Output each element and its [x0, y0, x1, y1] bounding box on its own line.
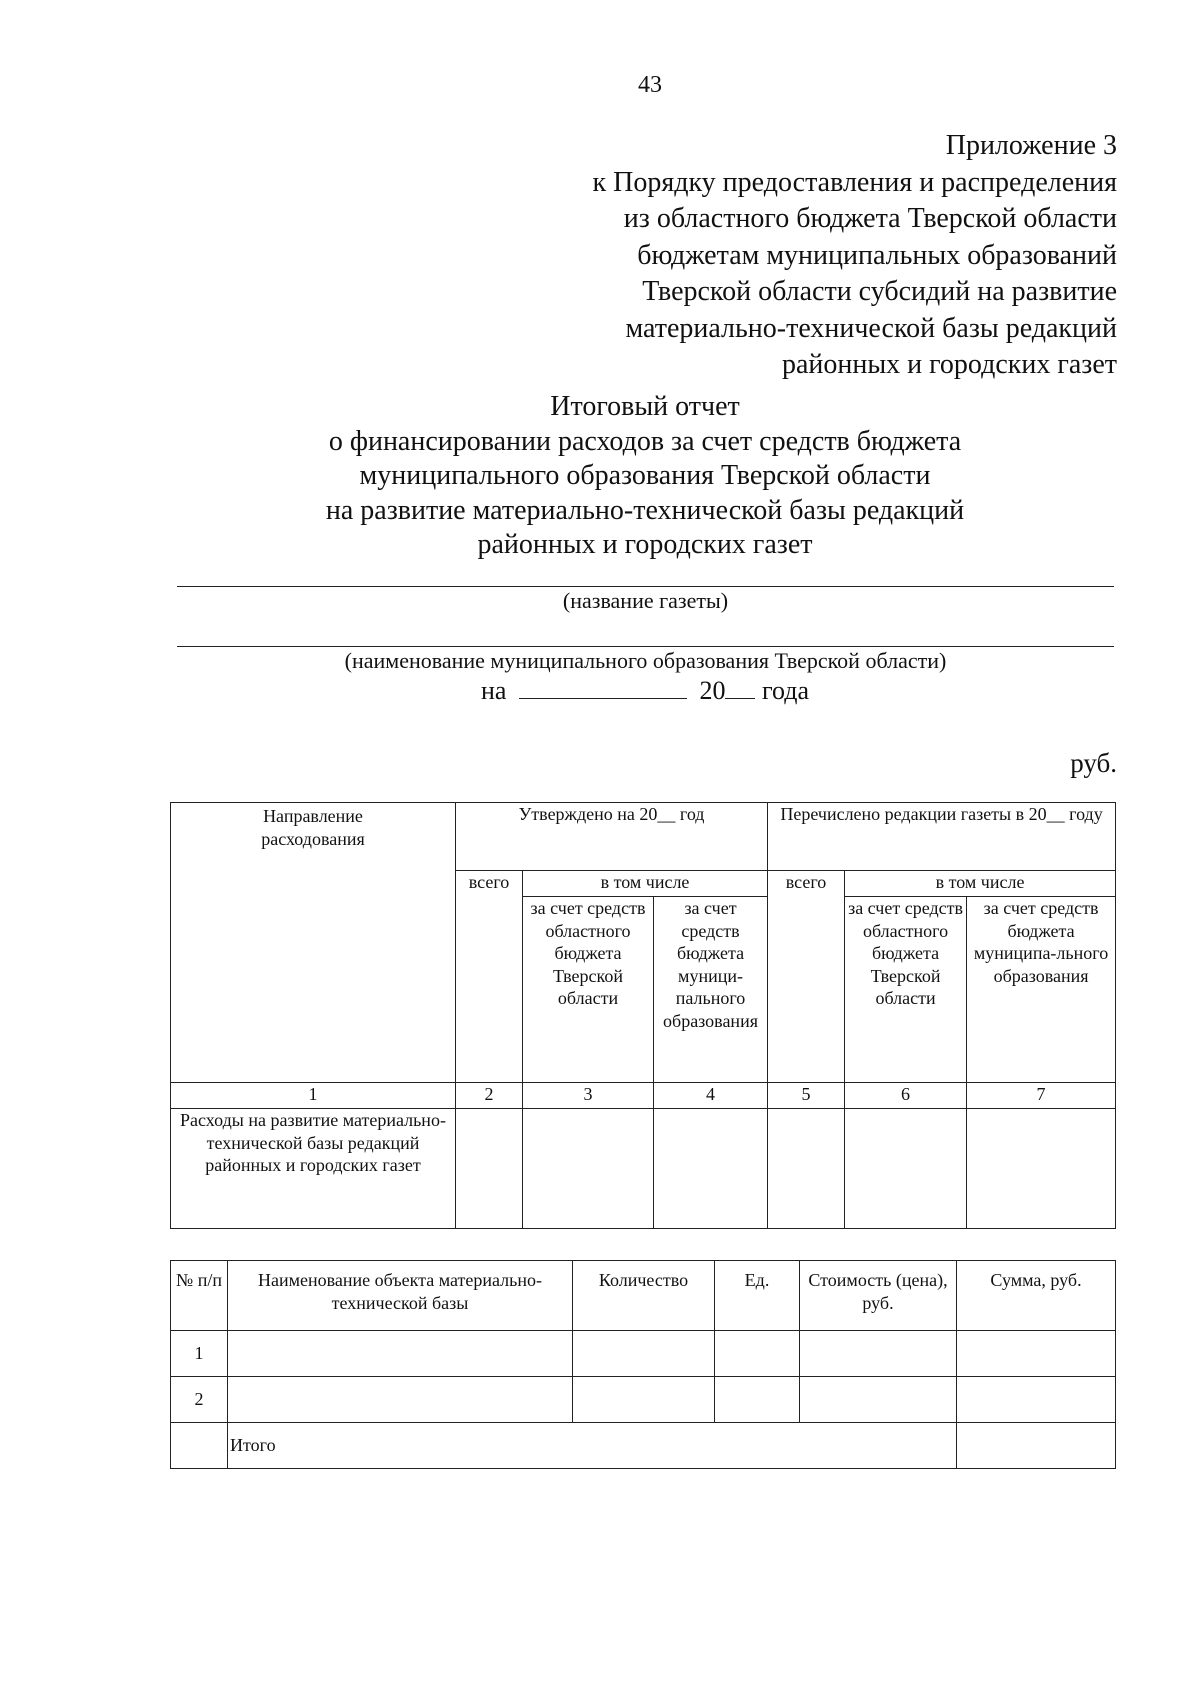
period-year: 20	[699, 676, 726, 705]
row-number: 1	[171, 1331, 228, 1377]
header-total-approved: всего	[456, 871, 523, 1083]
cell-municipal-approved[interactable]	[654, 1109, 768, 1229]
total-label: Итого	[228, 1423, 957, 1469]
cell-sum[interactable]	[957, 1377, 1116, 1423]
appendix-line: материально-технической базы редакций	[625, 312, 1117, 344]
cell-total-approved[interactable]	[456, 1109, 523, 1229]
period-date-blank[interactable]	[519, 674, 687, 699]
column-number: 4	[654, 1083, 768, 1109]
cell-unit[interactable]	[715, 1331, 800, 1377]
cell-municipal-transferred[interactable]	[967, 1109, 1116, 1229]
assets-table	[170, 1260, 1116, 1469]
cell-object-name[interactable]	[228, 1377, 573, 1423]
title-line: на развитие материально-технической базы редакций	[325, 494, 965, 526]
cell-regional-approved[interactable]	[523, 1109, 654, 1229]
appendix-header	[593, 128, 1117, 384]
cell-total-sum[interactable]	[957, 1423, 1116, 1469]
appendix-line: Приложение 3	[945, 130, 1117, 161]
report-title	[170, 390, 1120, 563]
expenses-table	[170, 802, 1116, 1229]
column-number: 2	[456, 1083, 523, 1109]
header-total-transferred: всего	[768, 871, 845, 1083]
header-regional-budget-approved: за счет средств областного бюджета Тверской области	[523, 897, 654, 1083]
title-line: районных и городских газет	[477, 529, 813, 560]
currency-units: руб.	[1070, 748, 1117, 778]
cell-price[interactable]	[800, 1331, 957, 1377]
header-transferred: Перечислено редакции газеты в 20__ году	[768, 803, 1116, 871]
header-municipal-budget-transferred: за счет средств бюджета муниципа-льного образования	[967, 897, 1116, 1083]
appendix-line: районных и городских газет	[781, 349, 1117, 380]
header-regional-budget-transferred: за счет средств областного бюджета Тверской области	[845, 897, 967, 1083]
page-number: 43	[638, 72, 662, 98]
header-sum: Сумма, руб.	[957, 1261, 1116, 1331]
appendix-line: бюджетам муниципальных образований	[637, 239, 1117, 271]
column-number: 5	[768, 1083, 845, 1109]
title-line: о финансировании расходов за счет средств бюджета	[328, 425, 962, 457]
report-period	[170, 674, 1120, 706]
header-number: № п/п	[171, 1261, 228, 1331]
cell-quantity[interactable]	[573, 1377, 715, 1423]
cell-unit[interactable]	[715, 1377, 800, 1423]
header-direction: Направление расходования	[171, 803, 456, 1083]
row-number: 2	[171, 1377, 228, 1423]
municipality-name-caption: (наименование муниципального образования Тверской области)	[344, 648, 947, 673]
cell-total-transferred[interactable]	[768, 1109, 845, 1229]
column-number: 7	[967, 1083, 1116, 1109]
header-quantity: Количество	[573, 1261, 715, 1331]
newspaper-name-caption: (название газеты)	[562, 588, 729, 613]
header-unit: Ед.	[715, 1261, 800, 1331]
header-municipal-budget-approved: за счет средств бюджета муници-пального образования	[654, 897, 768, 1083]
header-including-transferred: в том числе	[845, 871, 1116, 897]
appendix-line: Тверской области субсидий на развитие	[642, 276, 1117, 307]
period-suffix: года	[761, 676, 809, 705]
period-prefix: на	[480, 676, 507, 705]
title-line: муниципального образования Тверской области	[359, 460, 931, 491]
row-label-expenses: Расходы на развитие материально-технической базы редакций районных и городских газет	[171, 1109, 456, 1229]
header-price: Стоимость (цена), руб.	[800, 1261, 957, 1331]
appendix-line: из областного бюджета Тверской области	[623, 203, 1117, 234]
cell-regional-transferred[interactable]	[845, 1109, 967, 1229]
column-number: 3	[523, 1083, 654, 1109]
column-number: 6	[845, 1083, 967, 1109]
cell-quantity[interactable]	[573, 1331, 715, 1377]
municipality-name-line[interactable]	[177, 646, 1114, 647]
newspaper-name-line[interactable]	[177, 586, 1114, 587]
title-line: Итоговый отчет	[550, 391, 740, 422]
cell-sum[interactable]	[957, 1331, 1116, 1377]
total-number-cell	[171, 1423, 228, 1469]
header-object-name: Наименование объекта материально-технической базы	[228, 1261, 573, 1331]
cell-price[interactable]	[800, 1377, 957, 1423]
column-number: 1	[171, 1083, 456, 1109]
header-including-approved: в том числе	[523, 871, 768, 897]
header-approved: Утверждено на 20__ год	[456, 803, 768, 871]
period-year-blank[interactable]	[725, 674, 755, 699]
appendix-line: к Порядку предоставления и распределения	[592, 166, 1117, 198]
cell-object-name[interactable]	[228, 1331, 573, 1377]
